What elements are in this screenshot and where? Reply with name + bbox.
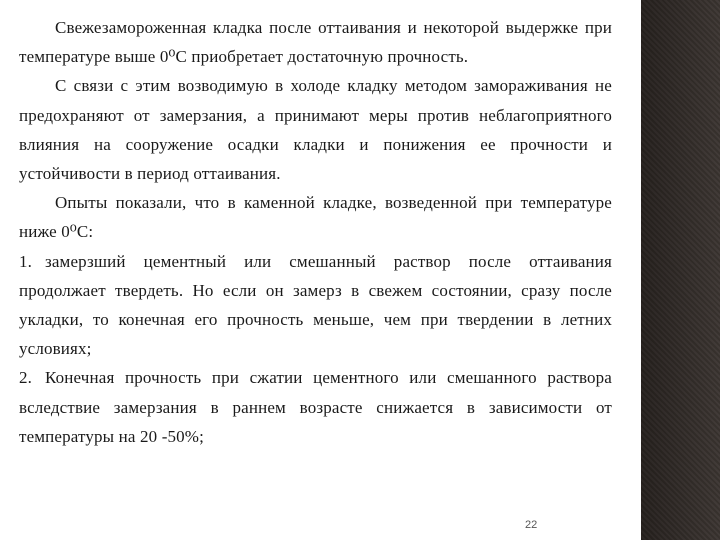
page-number: 22: [525, 519, 538, 531]
list-number-2: 2.: [19, 368, 33, 388]
list-item-2: [19, 363, 612, 451]
paragraph-freezing-method: С связи с этим возводимую в холоде кладку методом замораживания не предохраняют от замерзания, а принимают меры против неблагоприятного влияния на сооружение осадки кладки и понижения ее прочности и устойчивости в период оттаивания.: [19, 76, 612, 184]
decorative-sidebar: [641, 0, 720, 540]
list-text-1: замерзший цементный или смешанный раствор после оттаивания продолжает твердеть. Но если он замерз в свежем состоянии, сразу после укладки, то конечная его прочность меньше, чем при твердении в летних условиях;: [19, 251, 612, 359]
paragraph-experiments: Опыты показали, что в каменной кладке, возведенной при температуре ниже 0⁰С:: [19, 193, 612, 242]
list-item-1: [19, 247, 612, 364]
slide-text-body: [19, 13, 612, 451]
list-text-2: Конечная прочность при сжатии цементного или смешанного раствора вследствие замерзания в раннем возрасте снижается в зависимости от температуры на 20 -50%;: [19, 368, 612, 446]
list-number-1: 1.: [19, 251, 33, 271]
paragraph-thawing-strength: Свежезамороженная кладка после оттаивания и некоторой выдержке при температуре выше 0⁰С приобретает достаточную прочность.: [19, 18, 612, 67]
